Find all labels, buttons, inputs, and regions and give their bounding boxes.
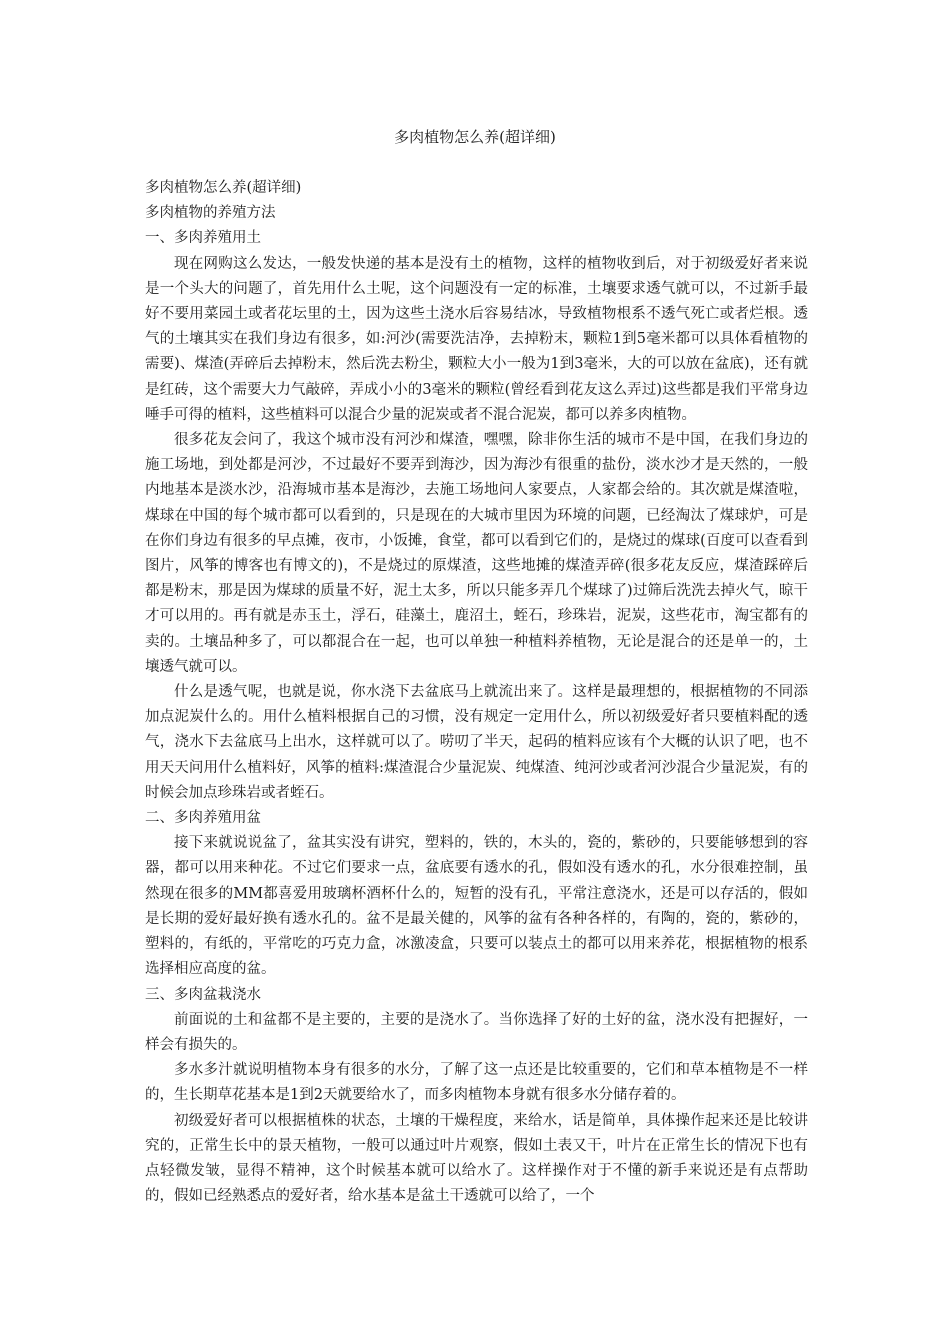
paragraph: 很多花友会问了，我这个城市没有河沙和煤渣，嘿嘿，除非你生活的城市不是中国，在我们身边的施工场地，到处都是河沙，不过最好不要弄到海沙，因为海沙有很重的盐份，淡水沙才是天然的，一般内地基本是淡水沙，沿海城市基本是海沙，去施工场地问人家要点，人家都会给的。其次就是煤渣啦，煤球在中国的每个城市都可以看到的，只是现在的大城市里因为环境的问题，已经淘汰了煤球炉，可是在你们身边有很多的早点摊，夜市，小饭摊，食堂，都可以看到它们的，是烧过的煤球(百度可以查看到图片，风筝的博客也有博文的)，不是烧过的原煤渣，这些地摊的煤渣弄碎(很多花友反应，煤渣踩碎后都是粉末，那是因为煤球的质量不好，泥土太多，所以只能多弄几个煤球了)过筛后洗洗去掉火气，晾干才可以用的。再有就是赤玉土，浮石，硅藻土，鹿沼土，蛭石，珍珠岩，泥炭，这些花市，淘宝都有的卖的。土壤品种多了，可以都混合在一起，也可以单独一种植料养植物，无论是混合的还是单一的，土壤透气就可以。 xyxy=(145,432,808,675)
document-title: 多肉植物怎么养(超详细) xyxy=(394,128,556,146)
paragraph: 前面说的土和盆都不是主要的，主要的是浇水了。当你选择了好的土好的盆，浇水没有把握好，一样会有损失的。 xyxy=(145,1011,808,1053)
document-body xyxy=(145,176,808,1209)
section-heading-soil: 一、多肉养殖用土 xyxy=(145,230,261,247)
paragraph: 初级爱好者可以根据植株的状态，土壤的干燥程度，来给水，话是简单，具体操作起来还是比较讲究的，正常生长中的景天植物，一般可以通过叶片观察，假如土表又干，叶片在正常生长的情况下也有点轻微发皱，显得不精神，这个时候基本就可以给水了。这样操作对于不懂的新手来说还是有点帮助的，假如已经熟悉点的爱好者，给水基本是盆土干透就可以给了，一个 xyxy=(145,1112,808,1205)
section-heading-pot: 二、多肉养殖用盆 xyxy=(145,810,261,827)
paragraph: 多水多汁就说明植物本身有很多的水分，了解了这一点还是比较重要的，它们和草本植物是不一样的，生长期草花基本是1到2天就要给水了，而多肉植物本身就有很多水分储存着的。 xyxy=(145,1062,808,1104)
paragraph: 接下来就说说盆了，盆其实没有讲究，塑料的，铁的，木头的，瓷的，紫砂的，只要能够想到的容器，都可以用来种花。不过它们要求一点，盆底要有透水的孔，假如没有透水的孔，水分很难控制，虽然现在很多的MM都喜爱用玻璃杯酒杯什么的，短暂的没有孔，平常注意浇水，还是可以存活的，假如是长期的爱好最好换有透水孔的。盆不是最关健的，风筝的盆有各种各样的，有陶的，瓷的，紫砂的，塑料的，有纸的，平常吃的巧克力盒，冰激凌盒，只要可以装点土的都可以用来养花，根据植物的根系选择相应高度的盆。 xyxy=(145,835,808,978)
subtitle-line: 多肉植物怎么养(超详细) xyxy=(145,180,302,196)
paragraph: 什么是透气呢，也就是说，你水浇下去盆底马上就流出来了。这样是最理想的，根据植物的不同添加点泥炭什么的。用什么植料根据自己的习惯，没有规定一定用什么，所以初级爱好者只要植料配的透气，浇水下去盆底马上出水，这样就可以了。唠叨了半天，起码的植料应该有个大概的认识了吧，也不用天天问用什么植料好，风筝的植料:煤渣混合少量泥炭、纯煤渣、纯河沙或者河沙混合少量泥炭，有的时候会加点珍珠岩或者蛭石。 xyxy=(145,684,808,801)
subtitle-line: 多肉植物的养殖方法 xyxy=(145,205,276,222)
section-heading-watering: 三、多肉盆栽浇水 xyxy=(145,986,261,1003)
paragraph: 现在网购这么发达，一般发快递的基本是没有土的植物，这样的植物收到后，对于初级爱好者来说是一个头大的问题了，首先用什么土呢，这个问题没有一定的标准，土壤要求透气就可以，不过新手最好不要用菜园土或者花坛里的土，因为这些土浇水后容易结冰，导致植物根系不透气死亡或者烂根。透气的土壤其实在我们身边有很多，如:河沙(需要洗洁净，去掉粉末，颗粒1到5毫米都可以具体看植物的需要)、煤渣(弄碎后去掉粉末，然后洗去粉尘，颗粒大小一般为1到3毫米，大的可以放在盆底)，还有就是红砖，这个需要大力气敲碎，弄成小小的3毫米的颗粒(曾经看到花友这么弄过)这些都是我们平常身边唾手可得的植料，这些植料可以混合少量的泥炭或者不混合泥炭，都可以养多肉植物。 xyxy=(145,255,808,423)
